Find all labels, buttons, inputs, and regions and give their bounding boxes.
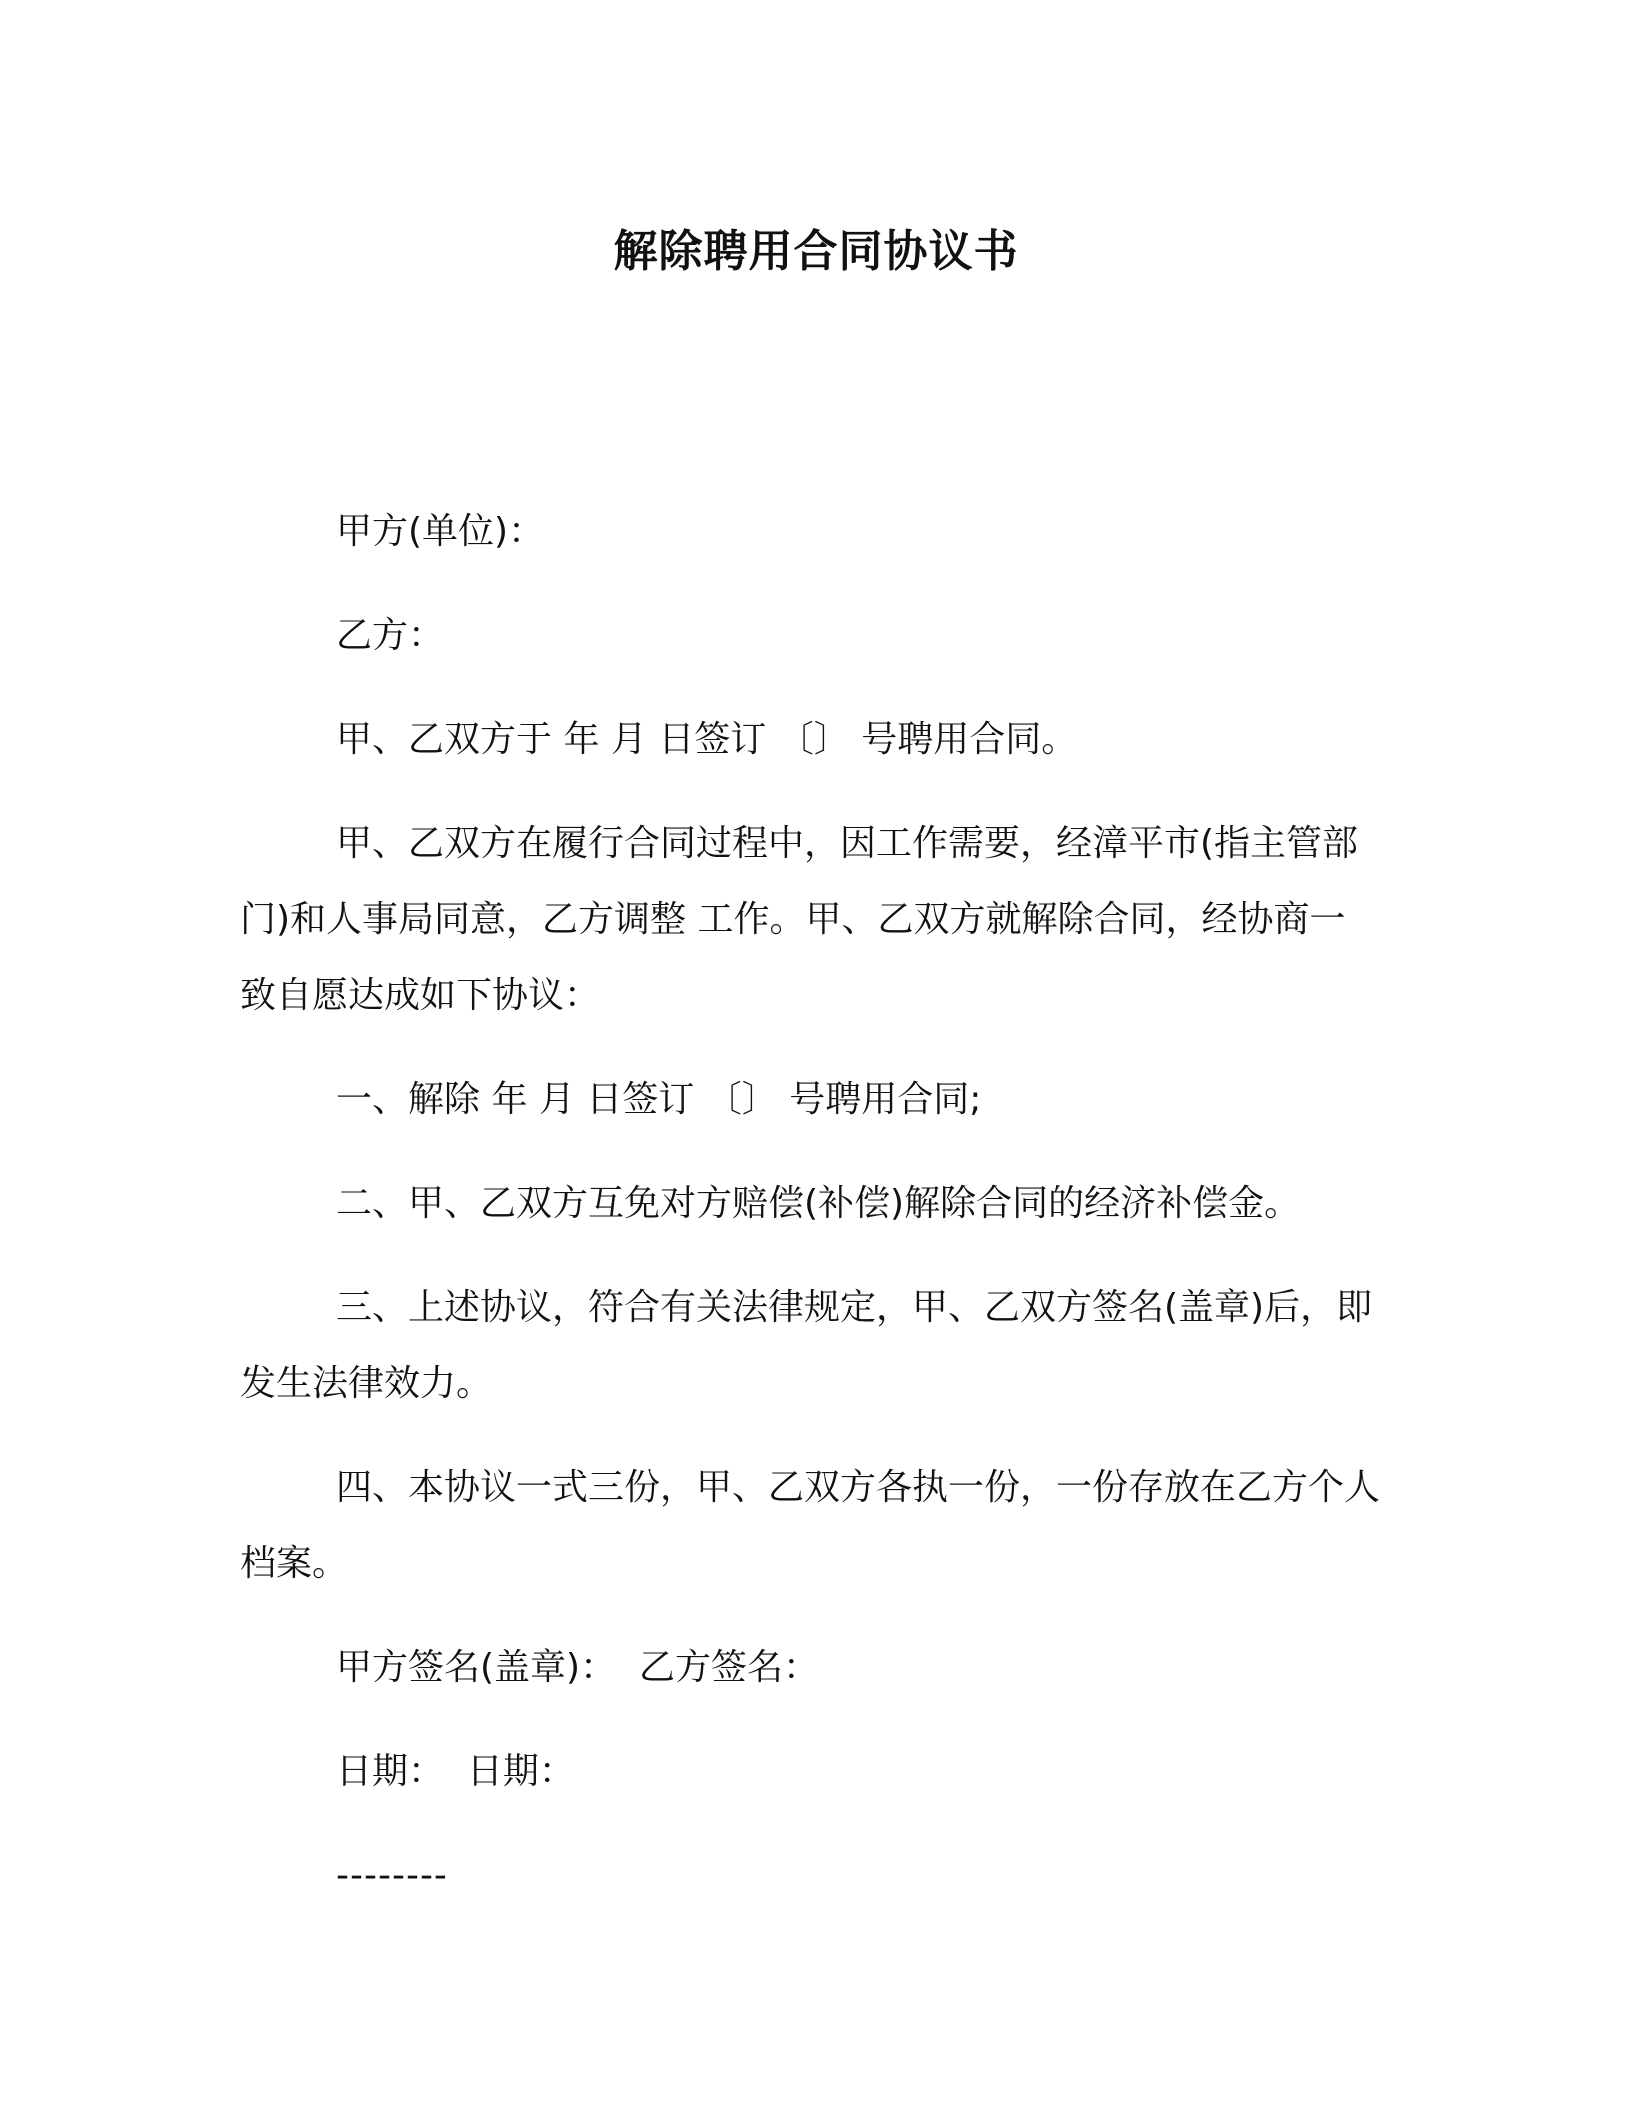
party-b-line: 乙方： [336, 615, 445, 656]
date-line: 日期： 日期： [336, 1751, 575, 1792]
background-paragraph: 甲、乙双方在履行合同过程中，因工作需要，经漳平市(指主管部门)和人事局同意，乙方调整 工作。甲、乙双方就解除合同，经协商一致自愿达成如下协议： [240, 823, 1359, 1016]
separator-line: -------- [336, 1855, 448, 1896]
clause-1: 一、解除 年 月 日签订 〔〕 号聘用合同; [336, 1079, 982, 1120]
clause-3: 三、上述协议，符合有关法律规定，甲、乙双方签名(盖章)后，即发生法律效力。 [240, 1287, 1373, 1404]
party-a-line: 甲方(单位)： [336, 511, 545, 552]
document-title: 解除聘用合同协议书 [613, 226, 1019, 277]
clause-2: 二、甲、乙双方互免对方赔偿(补偿)解除合同的经济补偿金。 [336, 1183, 1301, 1224]
document-body [240, 494, 1380, 1914]
clause-4: 四、本协议一式三份，甲、乙双方各执一份，一份存放在乙方个人档案。 [240, 1467, 1381, 1584]
signature-line: 甲方签名(盖章)： 乙方签名： [336, 1647, 819, 1688]
contract-signing-paragraph: 甲、乙双方于 年 月 日签订 〔〕 号聘用合同。 [336, 719, 1078, 760]
